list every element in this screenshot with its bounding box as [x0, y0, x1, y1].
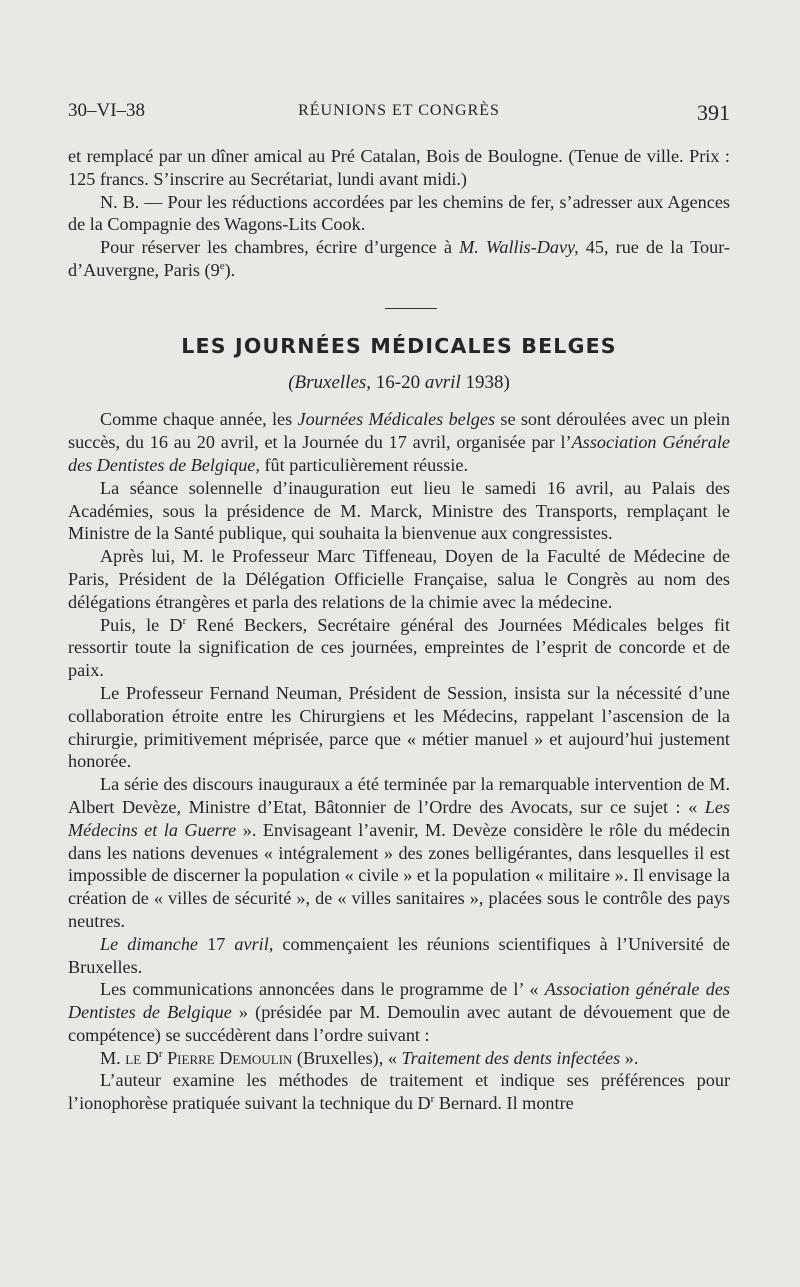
section-divider	[385, 308, 437, 309]
article-subtitle: (Bruxelles, 16-20 avril 1938)	[288, 371, 510, 393]
running-header	[68, 100, 730, 130]
contact-name: M. Wallis-Davy,	[459, 237, 579, 258]
article-paragraph-8: Les communications annoncées dans le programme de l’ « Association générale des Dentistes de Belgique » (présidée par M. Demoulin avec autant de dévouement que de compétence) se succédèrent dans l’ordre suivant :	[68, 979, 730, 1045]
article-paragraph-3: Après lui, M. le Professeur Marc Tiffeneau, Doyen de la Faculté de Médecine de Paris, Président de la Délégation Officielle Française, salua le Congrès au nom des délégations étrangères et parla des relations de la chimie avec la médecine.	[68, 546, 730, 612]
page-number: 391	[697, 100, 730, 125]
article-paragraph-10: L’auteur examine les méthodes de traitement et indique ses préférences pour l’ionophorèse pratiquée suivant la technique du $D^r$ Bernard. Il montre	[68, 1070, 730, 1114]
article-paragraph-5: Le Professeur Fernand Neuman, Président de Session, insista sur la nécessité d’une collaboration étroite entre les Chirurgiens et les Médecins, rappelant l’ascension de la chirurgie, primitivement méprisée, parce que « métier manuel » et aujourd’hui justement honorée.	[68, 682, 730, 772]
intro-paragraph-3: Pour réserver les chambres, écrire d’urgence à M. Wallis-Davy, 45, rue de la Tour-d’Auvergne, Paris (9e).	[68, 237, 730, 280]
article-paragraph-2: La séance solennelle d’inauguration eut lieu le samedi 16 avril, au Palais des Académies, sous la présidence de M. Marck, Ministre des Transports, remplaçant le Ministre de la Santé publique, qui souhaita la bienvenue aux congressistes.	[68, 477, 730, 544]
article-title: LES JOURNÉES MÉDICALES BELGES	[181, 333, 617, 358]
page-body	[68, 145, 730, 1115]
article-paragraph-4: Puis, le $D^r$ René Beckers, Secrétaire général des Journées Médicales belges fit ressortir toute la signification de ces journées, empreintes de l’esprit de concorde et de paix.	[68, 614, 731, 681]
intro-paragraph-1: et remplacé par un dîner amical au Pré Catalan, Bois de Boulogne. (Tenue de ville. Prix : 125 francs. S’inscrire au Secrétariat, lundi avant midi.)	[68, 146, 730, 189]
header-title: RÉUNIONS ET CONGRÈS	[298, 102, 500, 119]
header-date: 30–VI–38	[68, 100, 146, 121]
article-paragraph-6: La série des discours inauguraux a été terminée par la remarquable intervention de M. Albert Devèze, Ministre d’Etat, Bâtonnier de l’Ordre des Avocats, sur ce sujet : « Les Médecins et la Guerre ». Envisageant l’avenir, M. Devèze considère le rôle du médecin dans les nations devenues « intégralement » des zones belligérantes, dans lesquelles il est impossible de discerner la population « civile » et la population « militaire ». Il envisage la création de « villes de sécurité », de « villes sanitaires », placées sous le contrôle des pays neutres.	[68, 774, 731, 931]
article-paragraph-7: Le dimanche 17 avril, commençaient les réunions scientifiques à l’Université de Bruxelles.	[68, 933, 730, 977]
intro-paragraph-2: N. B. — Pour les réductions accordées par les chemins de fer, s’adresser aux Agences de la Compagnie des Wagons-Lits Cook.	[68, 191, 730, 235]
article-paragraph-9: M. le $D^r$ Pierre Demoulin (Bruxelles), « Traitement des dents infectées ».	[100, 1047, 639, 1068]
article-paragraph-1: Comme chaque année, les Journées Médicales belges se sont déroulées avec un plein succès, du 16 au 20 avril, et la Journée du 17 avril, organisée par l’Association Générale des Dentistes de Belgique, fût particulièrement réussie.	[68, 409, 731, 475]
